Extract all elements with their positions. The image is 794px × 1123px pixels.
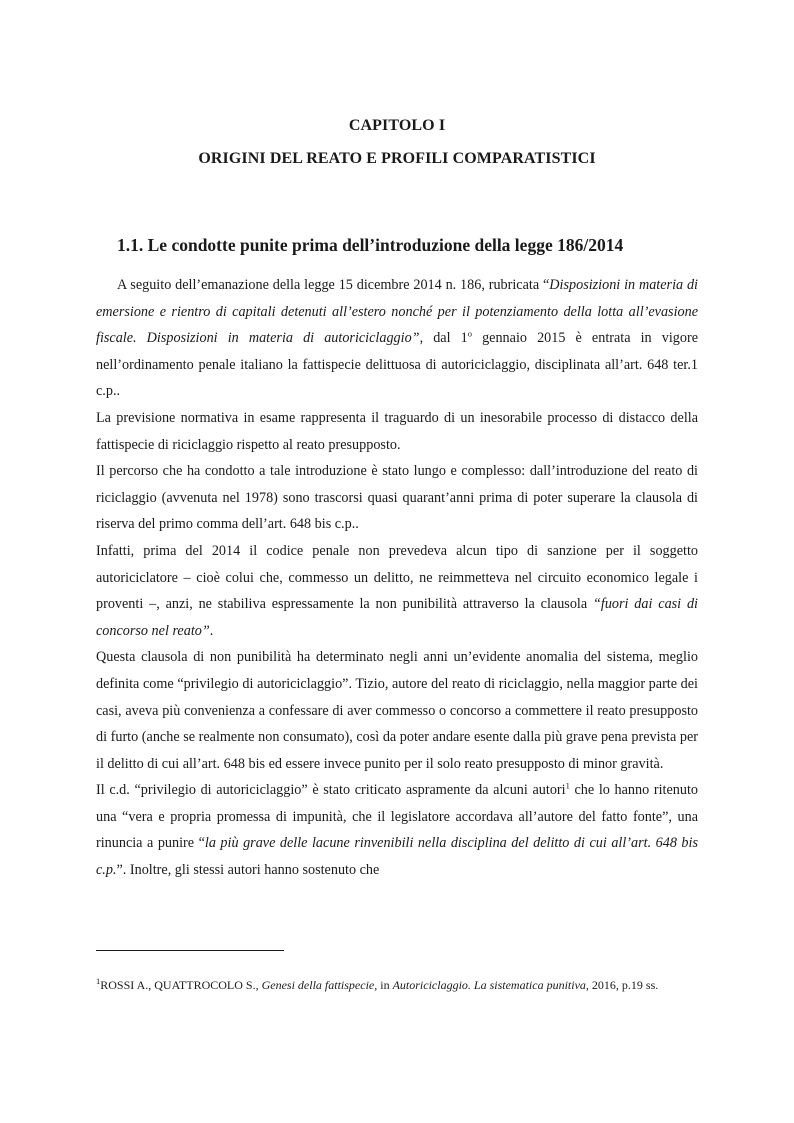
p1-text-e: gennaio 2015 è entrata in vigore nell’ordinamento penale italiano la fattispecie delittuosa di autoriciclaggio, disciplinata all’art. 648 ter.1 c.p.. <box>96 330 698 400</box>
footnote-book-title: Autoriciclaggio. La sistematica punitiva, <box>392 978 589 992</box>
body-text <box>96 272 698 884</box>
section-heading: 1.1. Le condotte punite prima dell’introduzione della legge 186/2014 <box>117 235 624 255</box>
footnote-authors: ROSSI A., QUATTROCOLO S., <box>100 978 262 992</box>
paragraph-3: Il percorso che ha condotto a tale introduzione è stato lungo e complesso: dall’introduzione del reato di riciclaggio (avvenuta nel 1978) sono trascorsi quasi quarant’anni prima di poter superare la clausola di riserva del primo comma dell’art. 648 bis c.p.. <box>96 463 698 533</box>
paragraph-6 <box>96 777 698 883</box>
law-title-italic: Disposizioni in materia di emersione e rientro di capitali detenuti all’estero nonché per il potenziamento della lotta all’evasione fiscale. Disposizioni in materia di autoriciclaggio” <box>96 277 698 347</box>
clause-quote-italic: “fuori dai casi di concorso nel reato” <box>96 596 698 639</box>
footnote-marker: 1 <box>96 976 101 986</box>
footnote-work-title: Genesi della fattispecie, <box>261 978 378 992</box>
paragraph-1 <box>96 272 698 405</box>
p1-text-a: A seguito dell’emanazione della legge 15 dicembre 2014 n. 186, rubricata “ <box>117 277 550 293</box>
chapter-number: CAPITOLO I <box>348 117 446 134</box>
p6-text-d: ”. Inoltre, gli stessi autori hanno sostenuto che <box>116 862 380 879</box>
footnote-reference[interactable]: 1 <box>565 780 570 791</box>
paragraph-5: Questa clausola di non punibilità ha determinato negli anni un’evidente anomalia del sistema, meglio definita come “privilegio di autoriciclaggio”. Tizio, autore del reato di riciclaggio, nella maggior parte dei casi, aveva più convenienza a confessare di aver commesso o concorso a commettere il reato presupposto di furto (anche se realmente non consumato), così da poter andare esente dalla più grave pena prevista per il delitto di cui all’art. 648 bis ed essere invece punito per il solo reato presupposto di minor gravità. <box>96 649 698 772</box>
chapter-title: ORIGINI DEL REATO E PROFILI COMPARATISTICI <box>198 150 596 167</box>
footnote-tail: 2016, p.19 ss. <box>588 978 659 992</box>
quote-italic: la più grave delle lacune rinvenibili nella disciplina del delitto di cui all’art. 648 bis c.p. <box>96 835 698 879</box>
ordinal-superscript: o <box>467 328 472 339</box>
paragraph-4 <box>96 538 698 644</box>
footnote-separator <box>96 950 284 951</box>
p4-text-c: . <box>209 622 214 639</box>
footnote-in: in <box>377 978 393 992</box>
p6-text-a: Il c.d. “privilegio di autoriciclaggio” è stato criticato aspramente da alcuni autori <box>96 782 566 799</box>
footnote <box>96 976 696 995</box>
p1-text-c: , dal 1 <box>419 330 468 347</box>
paragraph-2: La previsione normativa in esame rappresenta il traguardo di un inesorabile processo di distacco della fattispecie di riciclaggio rispetto al reato presupposto. <box>96 409 698 453</box>
p4-text-a: Infatti, prima del 2014 il codice penale non prevedeva alcun tipo di sanzione per il soggetto autoriciclatore – cioè colui che, commesso un delitto, ne reimmetteva nel circuito economico legale i proventi –, anzi, ne stabiliva espressamente la non punibilità attraverso la clausola <box>96 542 698 613</box>
p6-text-b: che lo hanno ritenuto una “vera e propria promessa di impunità, che il legislatore accordava all’autore del fatto fonte”, una rinuncia a punire “ <box>96 782 698 852</box>
